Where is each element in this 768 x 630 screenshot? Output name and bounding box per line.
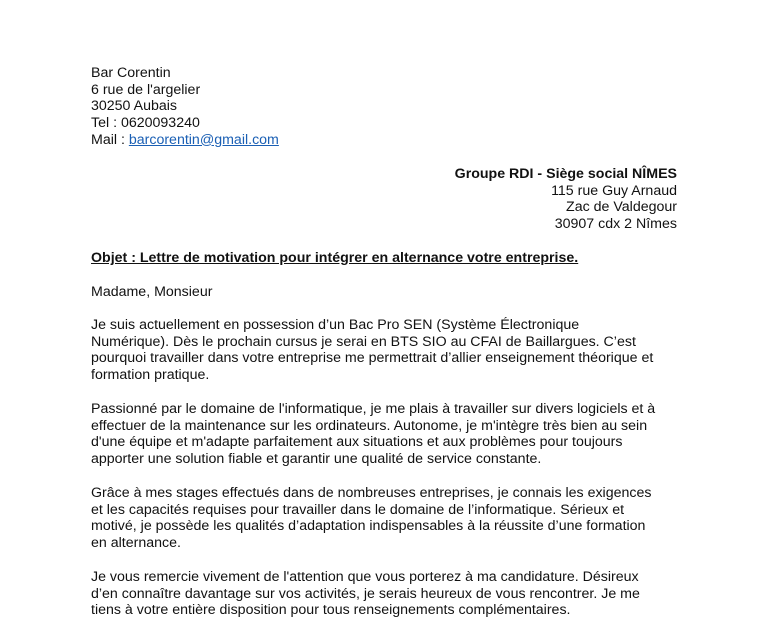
- paragraph-line: d'une équipe et m'adapte parfaitement aux situations et aux problèmes pour toujours: [91, 434, 623, 451]
- paragraph-line: Je vous remercie vivement de l'attention que vous porterez à ma candidature. Désireux: [91, 569, 639, 585]
- paragraph-line: et les capacités requises pour travailler dans le domaine de l’informatique. Sérieux et: [91, 501, 625, 518]
- paragraph-2: [91, 401, 691, 468]
- recipient-block: [455, 166, 677, 233]
- sender-name: Bar Corentin: [91, 65, 171, 81]
- paragraph-3: [91, 485, 691, 552]
- recipient-company: Groupe RDI - Siège social NÎMES: [454, 166, 677, 182]
- recipient-street: 115 rue Guy Arnaud: [551, 182, 677, 199]
- sender-mail-link[interactable]: barcorentin@gmail.com: [128, 131, 279, 148]
- subject-line: Objet : Lettre de motivation pour intégrer en alternance votre entreprise.: [91, 250, 579, 266]
- paragraph-line: formation pratique.: [91, 367, 210, 384]
- paragraph-line: en alternance.: [91, 535, 181, 552]
- sender-mail-label: Mail :: [91, 131, 129, 148]
- paragraph-line: tiens à votre entière disposition pour tous renseignements complémentaires.: [91, 602, 571, 619]
- paragraph-1: [91, 317, 691, 384]
- recipient-city: 30907 cdx 2 Nîmes: [554, 216, 677, 233]
- sender-mail-line: [91, 132, 279, 149]
- paragraph-line: pourquoi travailler dans votre entreprise me permettrait d’allier enseignement théorique et: [91, 350, 654, 367]
- paragraph-line: Numérique). Dès le prochain cursus je serai en BTS SIO au CFAI de Baillargues. C’est: [91, 333, 636, 350]
- sender-street: 6 rue de l'argelier: [91, 81, 201, 98]
- paragraph-line: d’en connaître davantage sur vos activités, je serais heureux de vous rencontrer. Je me: [91, 585, 640, 602]
- salutation: Madame, Monsieur: [91, 284, 213, 300]
- paragraph-line: motivé, je possède les qualités d’adaptation indispensables à la réussite d’une formation: [91, 518, 646, 535]
- paragraph-line: apporter une solution fiable et garantir une qualité de service constante.: [91, 451, 542, 468]
- paragraph-line: effectuer de la maintenance sur les ordinateurs. Autonome, je m'intègre très bien au sein: [91, 417, 648, 434]
- sender-block: [91, 65, 279, 149]
- sender-tel: Tel : 0620093240: [91, 115, 200, 132]
- paragraph-line: Passionné par le domaine de l'informatique, je me plais à travailler sur divers logiciels et à: [91, 401, 656, 417]
- sender-city: 30250 Aubais: [91, 98, 177, 115]
- paragraph-4: [91, 569, 691, 619]
- paragraph-line: Grâce à mes stages effectués dans de nombreuses entreprises, je connais les exigences: [91, 485, 652, 501]
- paragraph-line: Je suis actuellement en possession d’un Bac Pro SEN (Système Électronique: [91, 317, 580, 333]
- recipient-zone: Zac de Valdegour: [566, 199, 677, 216]
